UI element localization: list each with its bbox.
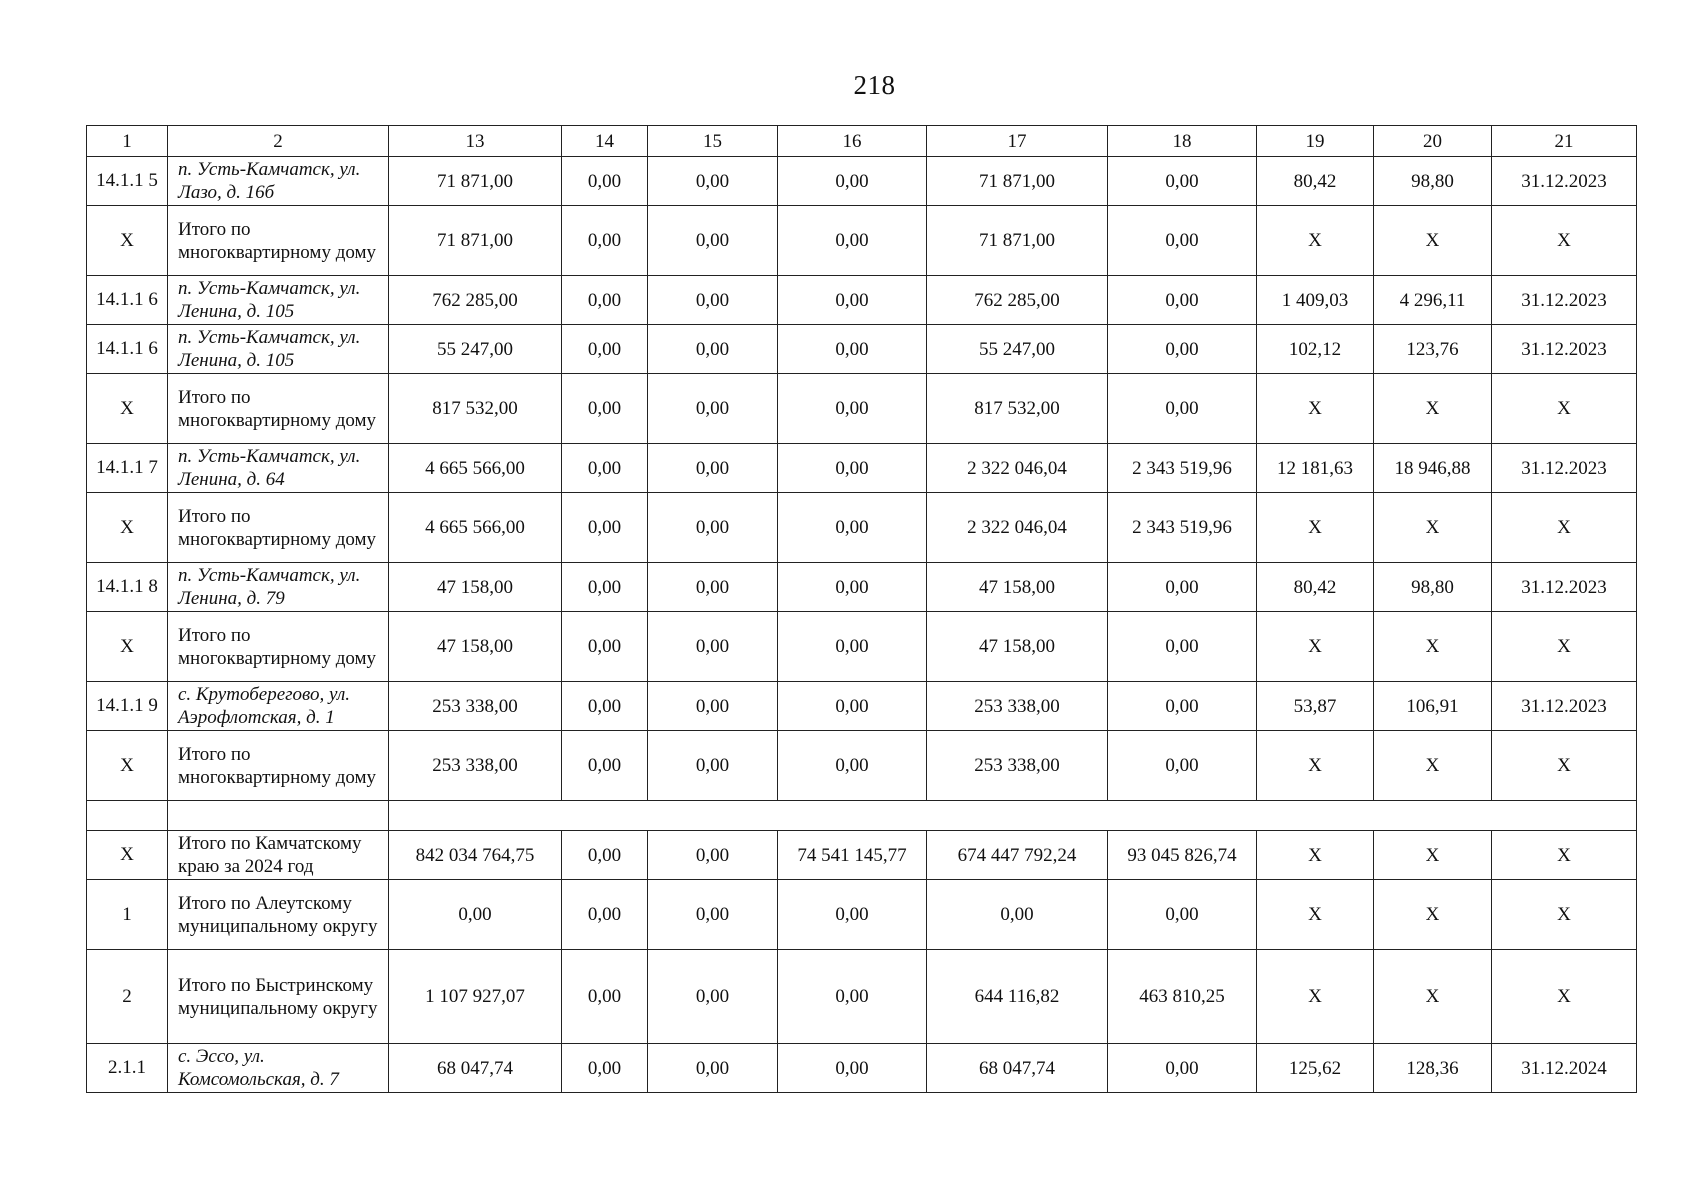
value-cell-col-21: X (1492, 374, 1637, 444)
value-cell-col-13: 1 107 927,07 (389, 950, 562, 1044)
value-cell-col-16: 0,00 (778, 1044, 927, 1093)
row-number-cell: X (87, 374, 168, 444)
value-cell-col-20: 18 946,88 (1374, 444, 1492, 493)
row-number-cell: X (87, 206, 168, 276)
value-cell-col-15: 0,00 (648, 444, 778, 493)
value-cell-col-17: 253 338,00 (927, 731, 1108, 801)
value-cell-col-13: 817 532,00 (389, 374, 562, 444)
value-cell-col-18: 0,00 (1108, 880, 1257, 950)
header-cell: 17 (927, 126, 1108, 157)
value-cell-col-17: 2 322 046,04 (927, 493, 1108, 563)
spacer-cell (87, 801, 168, 831)
table-row (87, 612, 1637, 682)
header-cell: 14 (562, 126, 648, 157)
value-cell-col-13: 842 034 764,75 (389, 831, 562, 880)
address-cell: п. Усть-Камчатск, ул. Ленина, д. 105 (168, 325, 389, 374)
value-cell-col-13: 47 158,00 (389, 612, 562, 682)
value-cell-col-18: 0,00 (1108, 325, 1257, 374)
value-cell-col-18: 0,00 (1108, 612, 1257, 682)
address-cell: с. Крутоберегово, ул. Аэрофлотская, д. 1 (168, 682, 389, 731)
value-cell-col-18: 2 343 519,96 (1108, 444, 1257, 493)
value-cell-col-21: X (1492, 831, 1637, 880)
value-cell-col-19: 12 181,63 (1257, 444, 1374, 493)
value-cell-col-19: X (1257, 493, 1374, 563)
value-cell-col-20: 106,91 (1374, 682, 1492, 731)
spacer-section (87, 801, 1637, 831)
header-cell: 21 (1492, 126, 1637, 157)
value-cell-col-18: 0,00 (1108, 731, 1257, 801)
value-cell-col-13: 68 047,74 (389, 1044, 562, 1093)
value-cell-col-20: 123,76 (1374, 325, 1492, 374)
value-cell-col-17: 0,00 (927, 880, 1108, 950)
value-cell-col-19: X (1257, 831, 1374, 880)
value-cell-col-20: 4 296,11 (1374, 276, 1492, 325)
header-cell: 19 (1257, 126, 1374, 157)
value-cell-col-19: X (1257, 374, 1374, 444)
row-number-cell: 14.1.1 5 (87, 157, 168, 206)
value-cell-col-16: 0,00 (778, 563, 927, 612)
value-cell-col-13: 71 871,00 (389, 206, 562, 276)
value-cell-col-13: 4 665 566,00 (389, 444, 562, 493)
value-cell-col-17: 55 247,00 (927, 325, 1108, 374)
value-cell-col-17: 762 285,00 (927, 276, 1108, 325)
value-cell-col-17: 253 338,00 (927, 682, 1108, 731)
value-cell-col-21: 31.12.2024 (1492, 1044, 1637, 1093)
value-cell-col-13: 253 338,00 (389, 731, 562, 801)
value-cell-col-21: X (1492, 206, 1637, 276)
value-cell-col-15: 0,00 (648, 1044, 778, 1093)
spacer-cell-wide (389, 801, 1637, 831)
value-cell-col-13: 55 247,00 (389, 325, 562, 374)
table-row (87, 444, 1637, 493)
value-cell-col-14: 0,00 (562, 444, 648, 493)
value-cell-col-17: 47 158,00 (927, 563, 1108, 612)
address-cell: п. Усть-Камчатск, ул. Ленина, д. 105 (168, 276, 389, 325)
address-cell: Итого по многоквартирному дому (168, 731, 389, 801)
value-cell-col-14: 0,00 (562, 682, 648, 731)
value-cell-col-21: 31.12.2023 (1492, 276, 1637, 325)
header-cell: 2 (168, 126, 389, 157)
value-cell-col-18: 0,00 (1108, 374, 1257, 444)
value-cell-col-19: 1 409,03 (1257, 276, 1374, 325)
table-row (87, 563, 1637, 612)
value-cell-col-17: 47 158,00 (927, 612, 1108, 682)
table-row (87, 880, 1637, 950)
value-cell-col-13: 47 158,00 (389, 563, 562, 612)
value-cell-col-14: 0,00 (562, 731, 648, 801)
value-cell-col-14: 0,00 (562, 880, 648, 950)
value-cell-col-21: 31.12.2023 (1492, 563, 1637, 612)
table-row (87, 1044, 1637, 1093)
address-cell: п. Усть-Камчатск, ул. Ленина, д. 64 (168, 444, 389, 493)
value-cell-col-14: 0,00 (562, 276, 648, 325)
address-cell: п. Усть-Камчатск, ул. Лазо, д. 16б (168, 157, 389, 206)
address-cell: Итого по Камчатскому краю за 2024 год (168, 831, 389, 880)
spacer-cell (168, 801, 389, 831)
table-body-after-gap (87, 831, 1637, 1093)
value-cell-col-19: X (1257, 206, 1374, 276)
value-cell-col-15: 0,00 (648, 493, 778, 563)
value-cell-col-14: 0,00 (562, 831, 648, 880)
row-number-cell: 14.1.1 9 (87, 682, 168, 731)
value-cell-col-13: 762 285,00 (389, 276, 562, 325)
value-cell-col-20: X (1374, 374, 1492, 444)
row-number-cell: 1 (87, 880, 168, 950)
table-row (87, 493, 1637, 563)
page-number: 218 (853, 70, 896, 100)
header-row (87, 126, 1637, 157)
value-cell-col-16: 0,00 (778, 731, 927, 801)
value-cell-col-18: 0,00 (1108, 206, 1257, 276)
header-cell: 20 (1374, 126, 1492, 157)
value-cell-col-14: 0,00 (562, 612, 648, 682)
address-cell: Итого по Алеутскому муниципальному округу (168, 880, 389, 950)
value-cell-col-19: X (1257, 731, 1374, 801)
spacer-row (87, 801, 1637, 831)
value-cell-col-20: X (1374, 206, 1492, 276)
value-cell-col-21: 31.12.2023 (1492, 682, 1637, 731)
value-cell-col-20: X (1374, 831, 1492, 880)
value-cell-col-16: 0,00 (778, 493, 927, 563)
value-cell-col-17: 71 871,00 (927, 206, 1108, 276)
table-row (87, 831, 1637, 880)
value-cell-col-16: 0,00 (778, 206, 927, 276)
value-cell-col-17: 674 447 792,24 (927, 831, 1108, 880)
table-row (87, 157, 1637, 206)
value-cell-col-18: 0,00 (1108, 276, 1257, 325)
value-cell-col-14: 0,00 (562, 493, 648, 563)
address-cell: Итого по многоквартирному дому (168, 493, 389, 563)
value-cell-col-19: X (1257, 612, 1374, 682)
value-cell-col-20: X (1374, 612, 1492, 682)
table-row (87, 374, 1637, 444)
value-cell-col-21: X (1492, 880, 1637, 950)
value-cell-col-18: 0,00 (1108, 563, 1257, 612)
value-cell-col-14: 0,00 (562, 325, 648, 374)
value-cell-col-20: 128,36 (1374, 1044, 1492, 1093)
value-cell-col-16: 74 541 145,77 (778, 831, 927, 880)
value-cell-col-14: 0,00 (562, 206, 648, 276)
value-cell-col-17: 644 116,82 (927, 950, 1108, 1044)
value-cell-col-15: 0,00 (648, 950, 778, 1044)
header-cell: 16 (778, 126, 927, 157)
value-cell-col-19: 102,12 (1257, 325, 1374, 374)
value-cell-col-21: X (1492, 612, 1637, 682)
value-cell-col-21: 31.12.2023 (1492, 157, 1637, 206)
value-cell-col-18: 0,00 (1108, 682, 1257, 731)
value-cell-col-20: X (1374, 880, 1492, 950)
header-cell: 1 (87, 126, 168, 157)
value-cell-col-16: 0,00 (778, 444, 927, 493)
value-cell-col-20: X (1374, 731, 1492, 801)
row-number-cell: 14.1.1 6 (87, 276, 168, 325)
value-cell-col-20: X (1374, 493, 1492, 563)
value-cell-col-16: 0,00 (778, 325, 927, 374)
value-cell-col-15: 0,00 (648, 157, 778, 206)
table-row (87, 682, 1637, 731)
value-cell-col-15: 0,00 (648, 612, 778, 682)
address-cell: с. Эссо, ул. Комсомольская, д. 7 (168, 1044, 389, 1093)
value-cell-col-15: 0,00 (648, 206, 778, 276)
value-cell-col-21: X (1492, 950, 1637, 1044)
header-cell: 13 (389, 126, 562, 157)
value-cell-col-14: 0,00 (562, 374, 648, 444)
value-cell-col-19: 53,87 (1257, 682, 1374, 731)
value-cell-col-13: 0,00 (389, 880, 562, 950)
table-row (87, 325, 1637, 374)
row-number-cell: X (87, 731, 168, 801)
address-cell: Итого по многоквартирному дому (168, 374, 389, 444)
value-cell-col-15: 0,00 (648, 374, 778, 444)
value-cell-col-15: 0,00 (648, 325, 778, 374)
row-number-cell: X (87, 612, 168, 682)
value-cell-col-17: 817 532,00 (927, 374, 1108, 444)
value-cell-col-15: 0,00 (648, 731, 778, 801)
row-number-cell: 14.1.1 7 (87, 444, 168, 493)
row-number-cell: 2 (87, 950, 168, 1044)
value-cell-col-20: 98,80 (1374, 157, 1492, 206)
row-number-cell: 2.1.1 (87, 1044, 168, 1093)
value-cell-col-18: 93 045 826,74 (1108, 831, 1257, 880)
value-cell-col-21: X (1492, 493, 1637, 563)
row-number-cell: X (87, 831, 168, 880)
value-cell-col-16: 0,00 (778, 612, 927, 682)
value-cell-col-19: 125,62 (1257, 1044, 1374, 1093)
value-cell-col-13: 4 665 566,00 (389, 493, 562, 563)
value-cell-col-18: 0,00 (1108, 1044, 1257, 1093)
row-number-cell: 14.1.1 6 (87, 325, 168, 374)
value-cell-col-21: 31.12.2023 (1492, 444, 1637, 493)
address-cell: Итого по многоквартирному дому (168, 612, 389, 682)
value-cell-col-17: 68 047,74 (927, 1044, 1108, 1093)
value-cell-col-19: X (1257, 880, 1374, 950)
address-cell: п. Усть-Камчатск, ул. Ленина, д. 79 (168, 563, 389, 612)
value-cell-col-17: 71 871,00 (927, 157, 1108, 206)
value-cell-col-14: 0,00 (562, 1044, 648, 1093)
value-cell-col-14: 0,00 (562, 157, 648, 206)
value-cell-col-15: 0,00 (648, 563, 778, 612)
value-cell-col-21: 31.12.2023 (1492, 325, 1637, 374)
table-row (87, 206, 1637, 276)
value-cell-col-15: 0,00 (648, 276, 778, 325)
value-cell-col-16: 0,00 (778, 682, 927, 731)
table-row (87, 276, 1637, 325)
value-cell-col-13: 253 338,00 (389, 682, 562, 731)
address-cell: Итого по многоквартирному дому (168, 206, 389, 276)
value-cell-col-19: 80,42 (1257, 157, 1374, 206)
value-cell-col-18: 0,00 (1108, 157, 1257, 206)
row-number-cell: 14.1.1 8 (87, 563, 168, 612)
value-cell-col-19: 80,42 (1257, 563, 1374, 612)
value-cell-col-18: 2 343 519,96 (1108, 493, 1257, 563)
value-cell-col-13: 71 871,00 (389, 157, 562, 206)
value-cell-col-15: 0,00 (648, 831, 778, 880)
value-cell-col-20: 98,80 (1374, 563, 1492, 612)
value-cell-col-16: 0,00 (778, 276, 927, 325)
value-cell-col-19: X (1257, 950, 1374, 1044)
value-cell-col-14: 0,00 (562, 950, 648, 1044)
value-cell-col-15: 0,00 (648, 880, 778, 950)
value-cell-col-16: 0,00 (778, 374, 927, 444)
value-cell-col-21: X (1492, 731, 1637, 801)
value-cell-col-18: 463 810,25 (1108, 950, 1257, 1044)
value-cell-col-16: 0,00 (778, 157, 927, 206)
table-body-before-gap (87, 157, 1637, 801)
table-row (87, 731, 1637, 801)
row-number-cell: X (87, 493, 168, 563)
header-cell: 15 (648, 126, 778, 157)
value-cell-col-20: X (1374, 950, 1492, 1044)
value-cell-col-16: 0,00 (778, 950, 927, 1044)
value-cell-col-14: 0,00 (562, 563, 648, 612)
value-cell-col-17: 2 322 046,04 (927, 444, 1108, 493)
table-row (87, 950, 1637, 1044)
address-cell: Итого по Быстринскому муниципальному округу (168, 950, 389, 1044)
value-cell-col-15: 0,00 (648, 682, 778, 731)
value-cell-col-16: 0,00 (778, 880, 927, 950)
header-cell: 18 (1108, 126, 1257, 157)
data-table (86, 125, 1637, 1093)
